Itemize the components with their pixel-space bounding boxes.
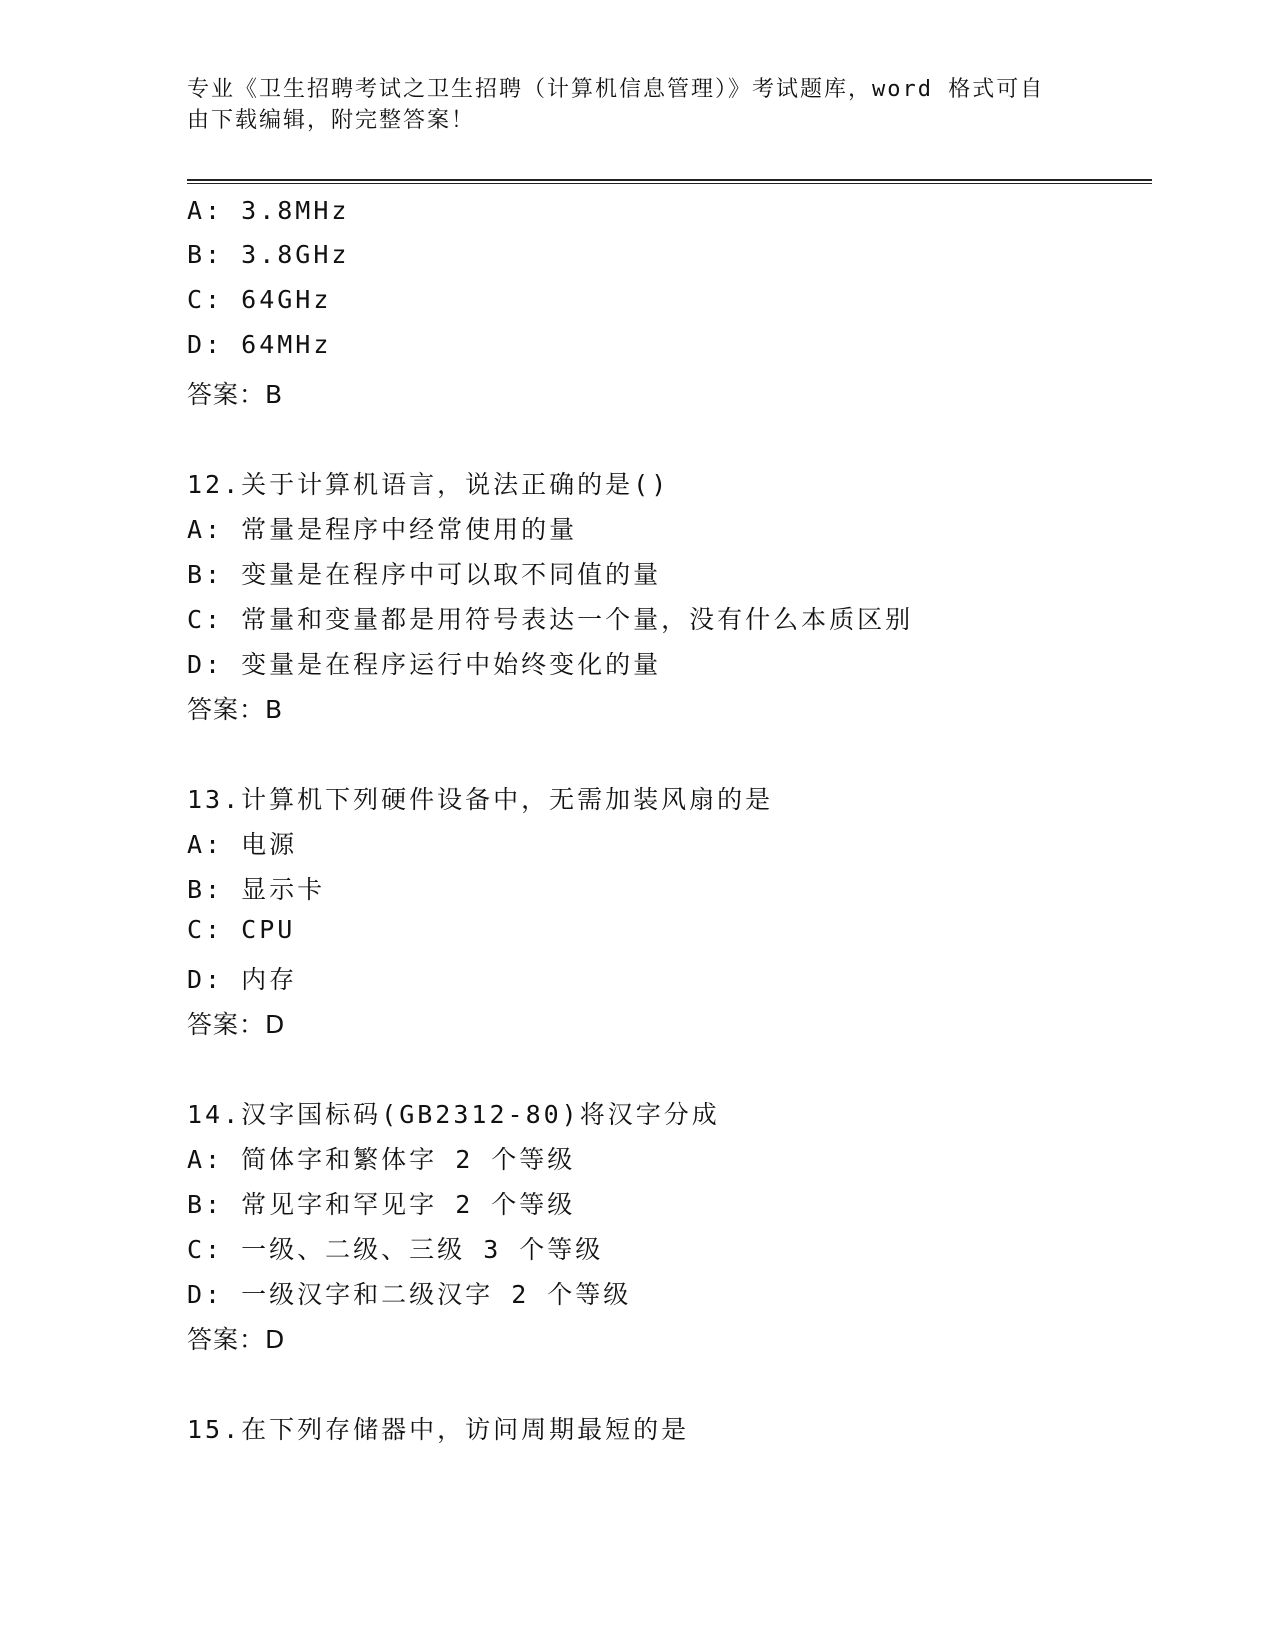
header-divider <box>187 179 1152 181</box>
q13-option-b: B: 显示卡 <box>187 875 326 904</box>
q11-answer: 答案：B <box>187 380 284 409</box>
q12-option-c: C: 常量和变量都是用符号表达一个量，没有什么本质区别 <box>187 605 914 634</box>
q13-option-a: A: 电源 <box>187 830 298 859</box>
document-header <box>187 74 1067 136</box>
q12-option-b: B: 变量是在程序中可以取不同值的量 <box>187 560 662 589</box>
q11-option-a: A: 3.8MHz <box>187 196 350 225</box>
q12-answer: 答案：B <box>187 695 284 724</box>
q12-option-a: A: 常量是程序中经常使用的量 <box>187 515 578 544</box>
q14-option-d: D: 一级汉字和二级汉字 2 个等级 <box>187 1280 632 1309</box>
header-line-2: 由下载编辑，附完整答案！ <box>187 108 476 133</box>
q13-option-c: C: CPU <box>187 915 296 944</box>
header-line-1: 专业《卫生招聘考试之卫生招聘（计算机信息管理）》考试题库，word 格式可自 <box>187 77 1045 102</box>
q14-question: 14.汉字国标码(GB2312-80)将汉字分成 <box>187 1100 720 1129</box>
q13-question: 13.计算机下列硬件设备中，无需加装风扇的是 <box>187 785 774 814</box>
q14-option-a: A: 简体字和繁体字 2 个等级 <box>187 1145 576 1174</box>
q13-answer: 答案：D <box>187 1010 286 1039</box>
q15-question: 15.在下列存储器中，访问周期最短的是 <box>187 1415 690 1444</box>
q12-question: 12.关于计算机语言，说法正确的是() <box>187 470 670 499</box>
q14-option-b: B: 常见字和罕见字 2 个等级 <box>187 1190 576 1219</box>
q11-option-b: B: 3.8GHz <box>187 240 350 269</box>
q13-option-d: D: 内存 <box>187 965 298 994</box>
q12-option-d: D: 变量是在程序运行中始终变化的量 <box>187 650 662 679</box>
header-divider-thin <box>187 183 1152 184</box>
q14-answer: 答案：D <box>187 1325 286 1354</box>
q11-option-d: D: 64MHz <box>187 330 332 359</box>
q14-option-c: C: 一级、二级、三级 3 个等级 <box>187 1235 604 1264</box>
q11-option-c: C: 64GHz <box>187 285 332 314</box>
